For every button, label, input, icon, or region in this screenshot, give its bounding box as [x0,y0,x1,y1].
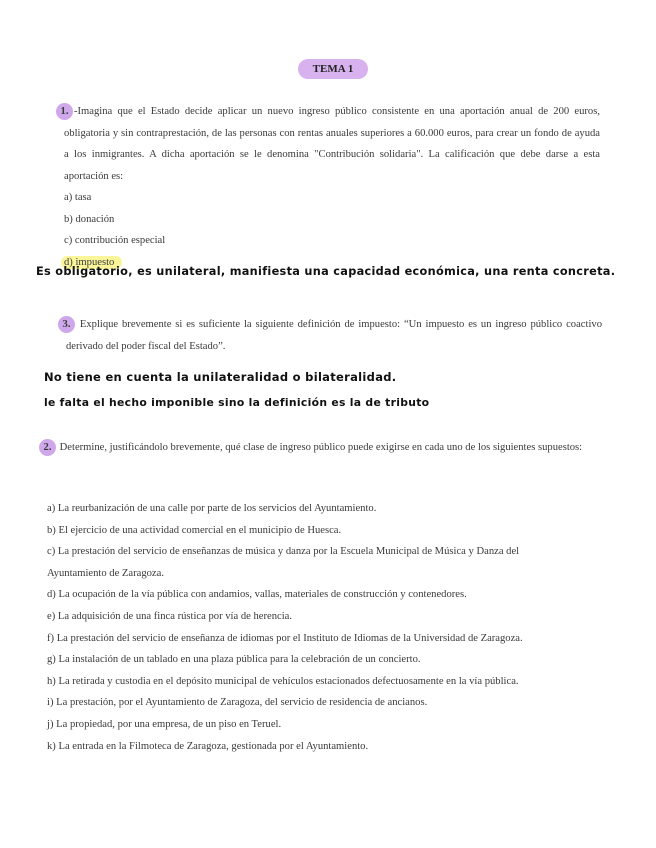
question-2 [43,437,601,459]
list-item: f) La prestación del servicio de enseñanza de idiomas por el Instituto de Idiomas de la Universidad de Zaragoza. [47,632,523,644]
question-number: 2. [39,439,56,456]
list-item: c) La prestación del servicio de enseñanzas de música y danza por la Escuela Municipal de Música y Danza del [47,546,520,558]
list-item: a) La reurbanización de una calle por parte de los servicios del Ayuntamiento. [47,503,377,514]
question-number: 3. [58,316,75,333]
list-item: h) La retirada y custodia en el depósito municipal de vehículos estacionados defectuosamente en la vía pública. [47,675,519,687]
list-item: i) La prestación, por el Ayuntamiento de Zaragoza, del servicio de residencia de ancianos. [47,697,428,709]
option-a: a) tasa [64,192,92,203]
handwritten-answer-3-line1: No tiene en cuenta la unilateralidad o bilateralidad. [44,370,397,384]
option-d-highlighted: d) impuesto [61,256,122,269]
question-text: -Imagina que el Estado decide aplicar un nuevo ingreso público consistente en una aportación anual de 200 euros, obligatoria y sin contraprestación, de las personas con rentas anuales superiores a 60.000 euros, para crear un fondo de ayuda a los inmigrantes. A dicha aportación se le denomina "Contribución solidaria". La calificación que debe darse a esta aportación es: [64,106,600,182]
question-text: Determine, justificándolo brevemente, qué clase de ingreso público puede exigirse en cada uno de los siguientes supuestos: [57,442,583,453]
list-item: g) La instalación de un tablado en una plaza pública para la celebración de un concierto. [47,654,421,666]
list-item: k) La entrada en la Filmoteca de Zaragoza, gestionada por el Ayuntamiento. [47,740,369,752]
list-item: Ayuntamiento de Zaragoza. [47,567,164,579]
option-b: b) donación [64,213,115,225]
list-item: e) La adquisición de una finca rústica por vía de herencia. [47,610,293,622]
question-3 [62,314,602,357]
question-number: 1. [56,103,73,120]
handwritten-answer-1: Es obligatorio, es unilateral, manifiesta una capacidad económica, una renta concreta. [36,265,616,278]
question-1 [60,101,600,273]
list-item: b) El ejercicio de una actividad comercial en el municipio de Huesca. [47,524,342,536]
question-text: Explique brevemente si es suficiente la siguiente definición de impuesto: “Un impuesto es un ingreso público coactivo derivado del poder fiscal del Estado”. [66,319,602,352]
handwritten-answer-3-line2: le falta el hecho imponible sino la definición es la de tributo [44,396,430,409]
list-item: d) La ocupación de la vía pública con andamios, vallas, materiales de construcción y contenedores. [47,589,467,601]
list-item: j) La propiedad, por una empresa, de un piso en Teruel. [47,718,282,730]
option-c: c) contribución especial [64,235,166,246]
case-list [47,498,602,757]
page-title: TEMA 1 [298,59,368,79]
